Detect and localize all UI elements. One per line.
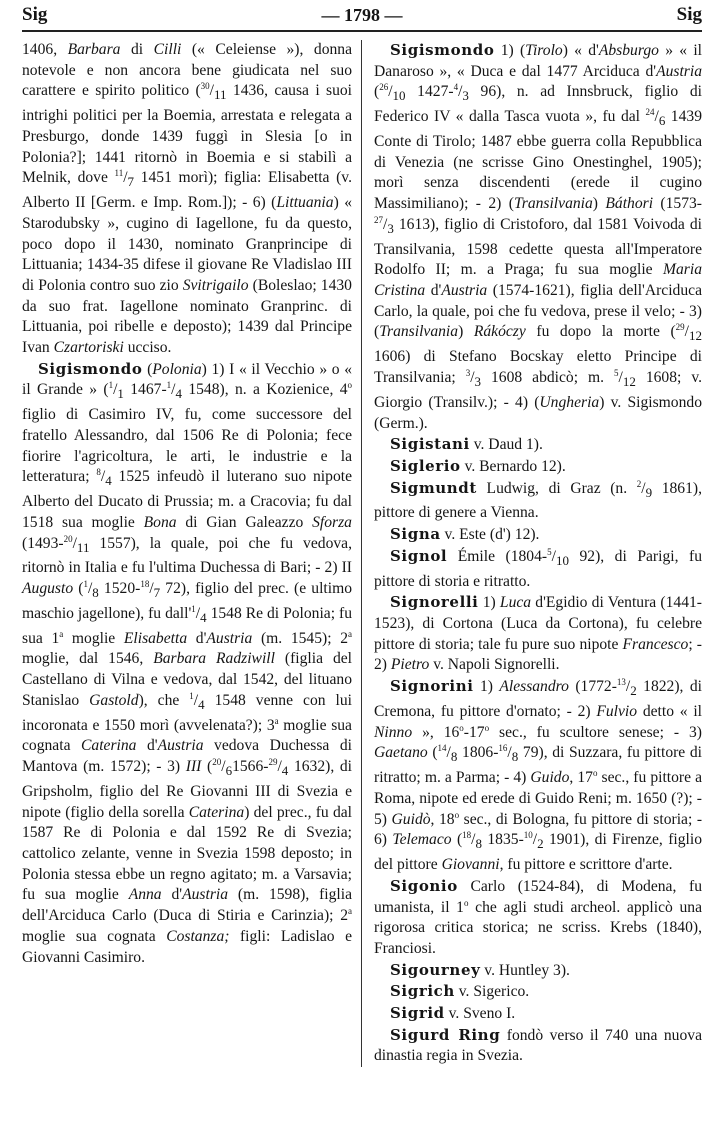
- entry-sigmundt: Sigmundt Ludwig, di Graz (n. $^2/_9$ 1861), pittore di genere a Vienna.: [374, 478, 702, 522]
- headword: Signorini: [390, 677, 474, 696]
- entry-sigrid: Sigrid v. Sveno I.: [390, 1004, 516, 1023]
- headword: Sigistani: [390, 435, 470, 454]
- entry-cilli-continuation: 1406, Barbara di Cilli (« Celeiense »), donna notevole e non ancora bene giudicata nel suo carattere e spirito politico ($^{30}/_{11}$ 1436, causa i suoi intrighi politici per la Boemia, arrestata e relegata a Presburgo, donde 1439 fuggì in Slesia [o in Polonia?]; 1441 ritornò in Boemia e si stabilì a Melnik, dove $^{11}/_7$ 1451 morì); figlia: Elisabetta (v. Alberto II [Germ. e Imp. Rom.]); - 6) (Littuania) « Starodubsky », cugino di Iagellone, fu da questo, poco dopo il 1430, nominato Granprincipe di Littuania; 1434-35 difese il giovane Re Vladislao III di Polonia contro suo zio Svitrigailo (Boleslao; 1430 da suo frat. Iagellone nominato Granprinc. di Littuania, poi ribelle e deposto); 1439 dal Principe Ivan Czartoriski ucciso.: [22, 41, 353, 357]
- headword: Sigourney: [390, 960, 481, 979]
- entry-signol: Signol Émile ($1804-^5/_{10}$ 92), di Parigi, fu pittore di storia e ritratto.: [374, 546, 702, 590]
- running-header: [22, 0, 702, 32]
- entry-sigrich: Sigrich v. Sigerico.: [390, 982, 530, 1001]
- headword: Sigurd Ring: [390, 1025, 501, 1044]
- entry-siglerio: Siglerio v. Bernardo 12).: [390, 456, 566, 475]
- headword: Sigrich: [390, 982, 455, 1001]
- entry-sigismondo-polonia: Sigismondo (Polonia) 1) I « il Vecchio » o « il Grande » ($^1/_1$ $1467-^1/_4$ 1548), n. a Kozienice, 4$^o$ figlio di Casimiro IV, fu, come successore del fratello Alessandro, dal 1506 Re di Polonia; fece fiorire l'agricoltura, le arti, le industrie e la letteratura; $^8/_4$ 1525 infeudò il luterano suo nipote Alberto del Ducato di Prussia; m. a Cracovia; fu dal 1518 sua moglie Bona di Gian Galeazzo Sforza ($1493-^{20}/_{11}$ 1557), la quale, poi che fu vedova, ritornò in Italia e fu l'ultima Duchessa di Bari; - 2) II Augusto ($^1/_8$ $1520-^{18}/_7$ 72), figlio del prec. (e ultimo maschio jagellone), fu $dall'^1/_4$ 1548 Re di Polonia; fu sua 1$^a$ moglie Elisabetta d'Austria (m. 1545); 2$^a$ moglie, dal 1546, Barbara Radziwill (figlia del Castellano di Vilna e vedova, dal 1542, del lituano Stanislao Gastold), che $^1/_4$ 1548 venne con lui incoronata e 1550 morì (avvelenata?); 3$^a$ moglie sua cognata Caterina d'Austria vedova Duchessa di Mantova (m. 1572); - 3) III ($^{20}/_61566-^{29}/_4$ 1632), di Gripsholm, figlio del Re Giovanni III di Svezia e nipote (figlio della sorella Caterina) del prec., fu dal 1587 Re di Polonia e dal 1592 Re di Svezia; cattolico zelante, venne in Svezia 1598 deposto; in Polonia stessa ebbe un regno agitato; m. a Varsavia; fu sua moglie Anna d'Austria (m. 1598), figlia dell'Arciduca Carlo (Duca di Stiria e Carinzia); 2$^a$ moglie sua cognata Costanza; figli: Ladislao e Giovanni Casimiro.: [22, 359, 353, 966]
- text-columns: [22, 40, 702, 1067]
- left-column: [22, 40, 362, 1067]
- headword: Signorelli: [390, 593, 479, 612]
- headword: Siglerio: [390, 456, 461, 475]
- entry-sigurd-ring: Sigurd Ring fondò verso il 740 una nuova dinastia regia in Svezia.: [374, 1025, 702, 1065]
- entry-signorini: Signorini 1) Alessandro ($1772-^{13}/_2$ 1822), di Cremona, fu pittore d'ornato; - 2) Fulvio detto « il Ninno », 16$^o$-17$^o$ sec., fu scultore senese; - 3) Gaetano ($^{14}/_8$ $1806-^{16}/_8$ 79), di Suzzara, fu pittore di ritratto; m. a Parma; - 4) Guido, 17$^o$ sec., fu pittore a Roma, nipote ed erede di Guido Reni; m. 1650 (?); - 5) Guidò, 18$^o$ sec., di Bologna, fu pittore di storia; - 6) Telemaco ($^{18}/_8$ $1835-^{10}/_2$ 1901), di Firenze, figlio del pittore Giovanni, fu pittore e scrittore d'arte.: [374, 676, 703, 874]
- headword: Sigonio: [390, 876, 458, 895]
- headword: Sigismondo: [390, 41, 495, 59]
- entry-sigonio: Sigonio Carlo (1524-84), di Modena, fu umanista, il 1$^o$ che agli studi archeol. applicò una rigorosa critica storica; ne scriss. Krebs (1840), Franciosi.: [374, 876, 702, 957]
- headword: Sigmundt: [390, 478, 477, 497]
- right-column: [362, 40, 702, 1067]
- entry-signa: Signa v. Este (d') 12).: [390, 525, 540, 544]
- entry-sigourney: Sigourney v. Huntley 3).: [390, 960, 570, 979]
- entry-sigistani: Sigistani v. Daud 1).: [390, 435, 543, 454]
- headword: Signa: [390, 525, 441, 544]
- headword: Signol: [390, 546, 448, 565]
- entry-sigismondo-tirolo: Sigismondo 1) (Tirolo) « d'Absburgo » « il Danaroso », « Duca e dal 1477 Arciduca d'Austria ($^{26}/_{10}$ $1427-^4/_3$ 96), n. ad Innsbruck, figlio di Federico IV « dalla Tasca vuota », fu dal $^{24}/_6$ 1439 Conte di Tirolo; 1487 ebbe guerra colla Repubblica di Venezia (ne scrisse Gino Onestinghel, 1905); morì senza discendenti (erede il cugino Massimiliano); - 2) (Transilvania) Báthori ($1573-^{27}/_3$ 1613), figlio di Cristoforo, dal 1581 Voivoda di Transilvania, 1598 cedette questa all'Imperatore Rodolfo II; m. a Praga; fu sua moglie Maria Cristina d'Austria (1574-1621), figlia dell'Arciduca Carlo, la quale, poi che fu vedova, prese il velo; - 3) (Transilvania) Rákóczy fu dopo la morte ($^{29}/_{12}$ 1606) di Stefano Bocskay eletto Principe di Transilvania; $^3/_3$ 1608 abdicò; m. $^5/_{12}$ 1608; v. Giorgio (Transilv.); - 4) (Ungheria) v. Sigismondo (Germ.).: [374, 41, 703, 432]
- headword: Sigrid: [390, 1004, 445, 1023]
- headword: Sigismondo: [38, 359, 143, 378]
- entry-signorelli: Signorelli 1) Luca d'Egidio di Ventura (1441-1523), di Cortona (Luca da Cortona), fu celebre pittore di storia; tale fu pure suo nipote Francesco; - 2) Pietro v. Napoli Signorelli.: [374, 593, 702, 674]
- header-right-guide-word: Sig: [676, 4, 702, 25]
- page-number: — 1798 —: [321, 4, 403, 25]
- header-left-guide-word: Sig: [22, 4, 48, 25]
